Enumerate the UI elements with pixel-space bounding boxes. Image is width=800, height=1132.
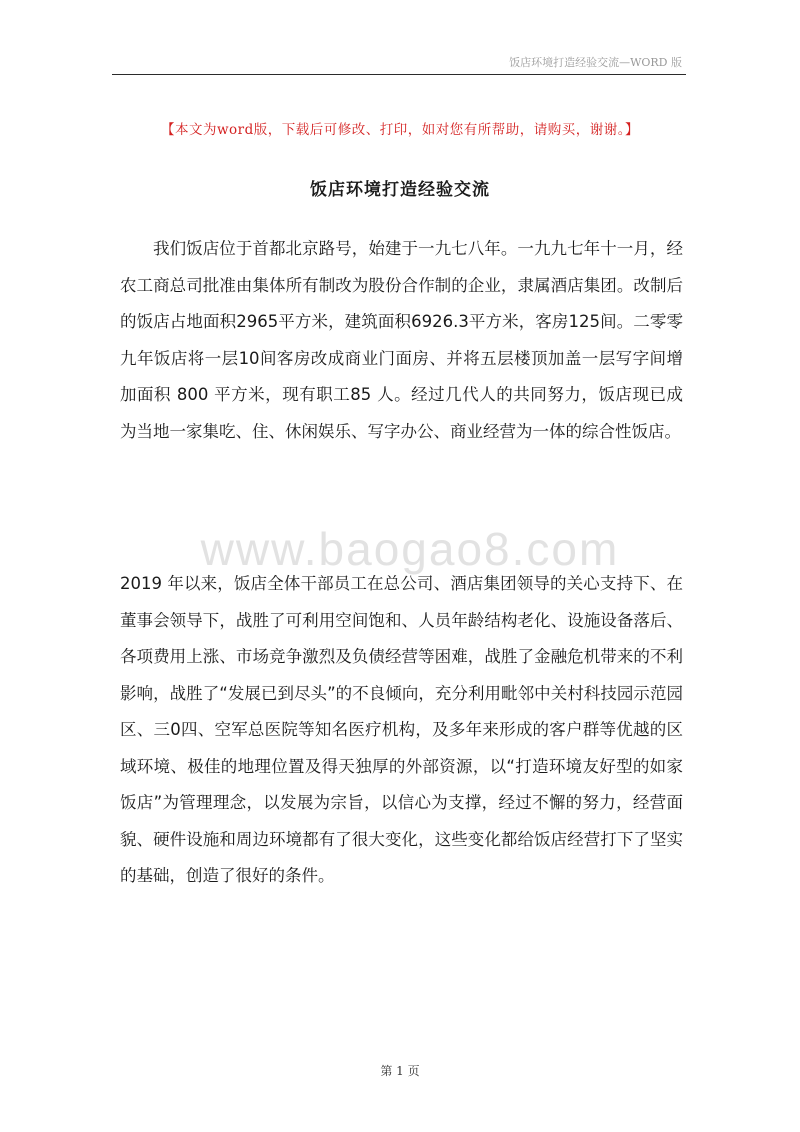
download-notice: 【本文为word版，下载后可修改、打印，如对您有所帮助，请购买，谢谢。】 (160, 122, 640, 138)
document-title: 饭店环境打造经验交流 (310, 180, 490, 200)
header-divider (112, 74, 686, 75)
body-paragraph-1: 我们饭店位于首都北京路号，始建于一九七八年。一九九七年十一月，经农工商总司批准由集体所有制改为股份合作制的企业，隶属酒店集团。改制后的饭店占地面积2965平方米，建筑面积6926.3平方米，客房125间。二零零九年饭店将一层10间客房改成商业门面房、并将五层楼顶加盖一层写字间增加面积 800 平方米，现有职工85 人。经过几代人的共同努力，饭店现已成为当地一家集吃、住、休闲娱乐、写字办公、商业经营为一体的综合性饭店。 (120, 239, 683, 441)
watermark: www.baogao8.com (200, 523, 620, 575)
running-header: 饭店环境打造经验交流—WORD 版 (509, 56, 682, 69)
page-number: 第 1 页 (380, 1064, 420, 1078)
body-paragraph-2: 2019 年以来，饭店全体干部员工在总公司、酒店集团领导的关心支持下、在董事会领导下，战胜了可利用空间饱和、人员年龄结构老化、设施设备落后、各项费用上涨、市场竞争激烈及负债经营等困难，战胜了金融危机带来的不利影响，战胜了“发展已到尽头”的不良倾向，充分利用毗邻中关村科技园示范园区、三0四、空军总医院等知名医疗机构，及多年来形成的客户群等优越的区域环境、极佳的地理位置及得天独厚的外部资源，以“打造环境友好型的如家饭店”为管理理念，以发展为宗旨，以信心为支撑，经过不懈的努力，经营面貌、硬件设施和周边环境都有了很大变化，这些变化都给饭店经营打下了坚实的基础，创造了很好的条件。 (120, 574, 683, 885)
